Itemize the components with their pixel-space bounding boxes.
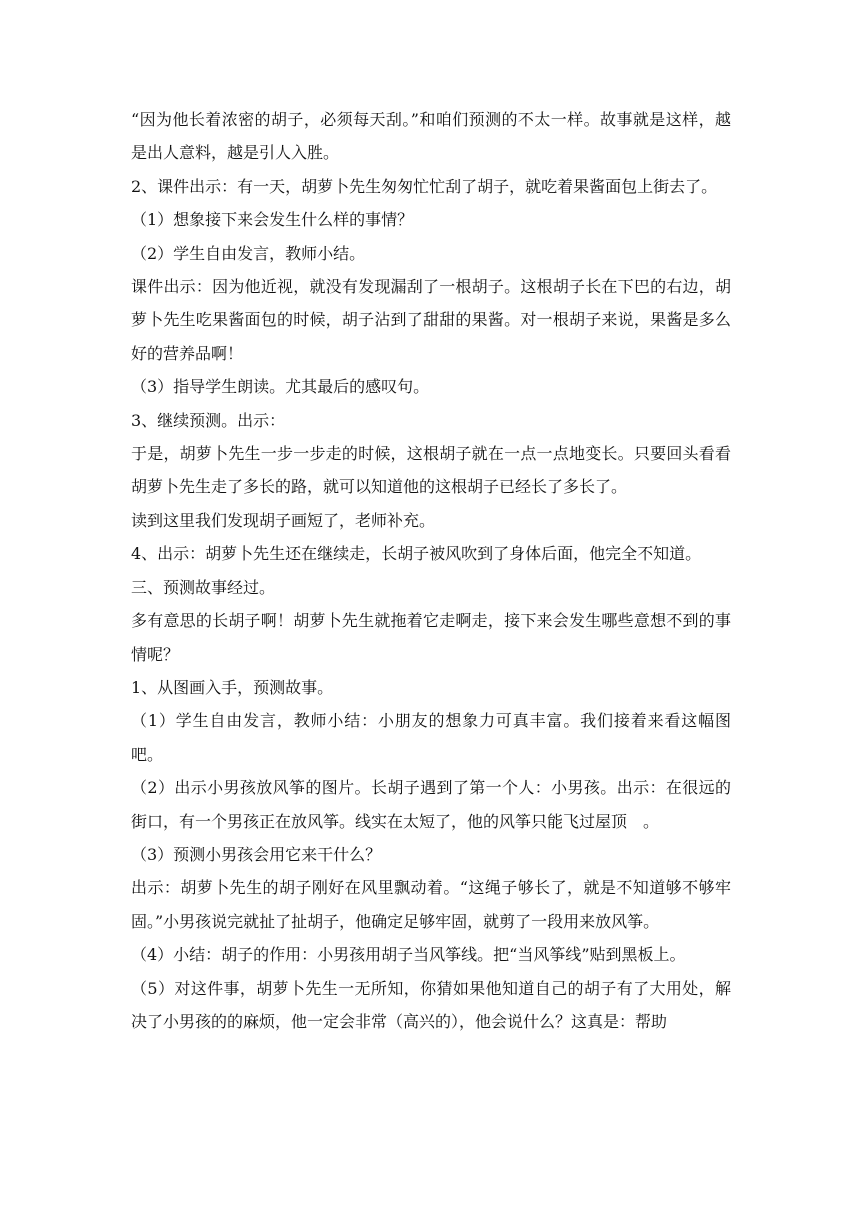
paragraph-5: 课件出示：因为他近视，就没有发现漏刮了一根胡子。这根胡子长在下巴的右边，胡萝卜先生吃果酱面包的时候，胡子沾到了甜甜的果酱。对一根胡子来说，果酱是多么好的营养品啊！ [131, 277, 731, 363]
paragraph-2: 2、课件出示：有一天，胡萝卜先生匆匆忙忙刮了胡子，就吃着果酱面包上街去了。 [131, 176, 718, 196]
paragraph-4: （2）学生自由发言，教师小结。 [131, 243, 366, 263]
section-heading: 三、预测故事经过。 [131, 577, 276, 597]
paragraph-9: 读到这里我们发现胡子画短了，老师补充。 [131, 510, 436, 530]
paragraph-10: 4、出示：胡萝卜先生还在继续走，长胡子被风吹到了身体后面，他完全不知道。 [131, 544, 702, 564]
paragraph-17: 出示：胡萝卜先生的胡子刚好在风里飘动着。“这绳子够长了，就是不知道够不够牢固。”小男孩说完就扯了扯胡子，他确定足够牢固，就剪了一段用来放风筝。 [131, 878, 731, 931]
paragraph-13: 1、从图画入手，预测故事。 [131, 677, 334, 697]
paragraph-7: 3、继续预测。出示： [131, 410, 286, 430]
paragraph-8: 于是，胡萝卜先生一步一步走的时候，这根胡子就在一点一点地变长。只要回头看看胡萝卜先生走了多长的路，就可以知道他的这根胡子已经长了多长了。 [131, 444, 731, 497]
paragraph-1: “因为他长着浓密的胡子，必须每天刮。”和咱们预测的不太一样。故事就是这样，越是出人意料，越是引人入胜。 [131, 110, 731, 163]
paragraph-12: 多有意思的长胡子啊！胡萝卜先生就拖着它走啊走，接下来会发生哪些意想不到的事情呢？ [131, 611, 731, 664]
paragraph-18: （4）小结：胡子的作用：小男孩用胡子当风筝线。把“当风筝线”贴到黑板上。 [131, 945, 686, 965]
paragraph-3: （1）想象接下来会发生什么样的事情？ [131, 210, 414, 230]
paragraph-19: （5）对这件事，胡萝卜先生一无所知，你猜如果他知道自己的胡子有了大用处，解决了小男孩的的麻烦，他一定会非常（高兴的），他会说什么？这真是：帮助 [131, 978, 731, 1031]
paragraph-15: （2）出示小男孩放风筝的图片。长胡子遇到了第一个人：小男孩。出示：在很远的街口，有一个男孩正在放风筝。线实在太短了，他的风筝只能飞过屋顶 。 [131, 778, 731, 831]
paragraph-16: （3）预测小男孩会用它来干什么？ [131, 844, 382, 864]
paragraph-6: （3）指导学生朗读。尤其最后的感叹句。 [131, 377, 430, 397]
document-body [131, 103, 731, 1038]
paragraph-14: （1）学生自由发言，教师小结：小朋友的想象力可真丰富。我们接着来看这幅图吧。 [131, 711, 731, 764]
